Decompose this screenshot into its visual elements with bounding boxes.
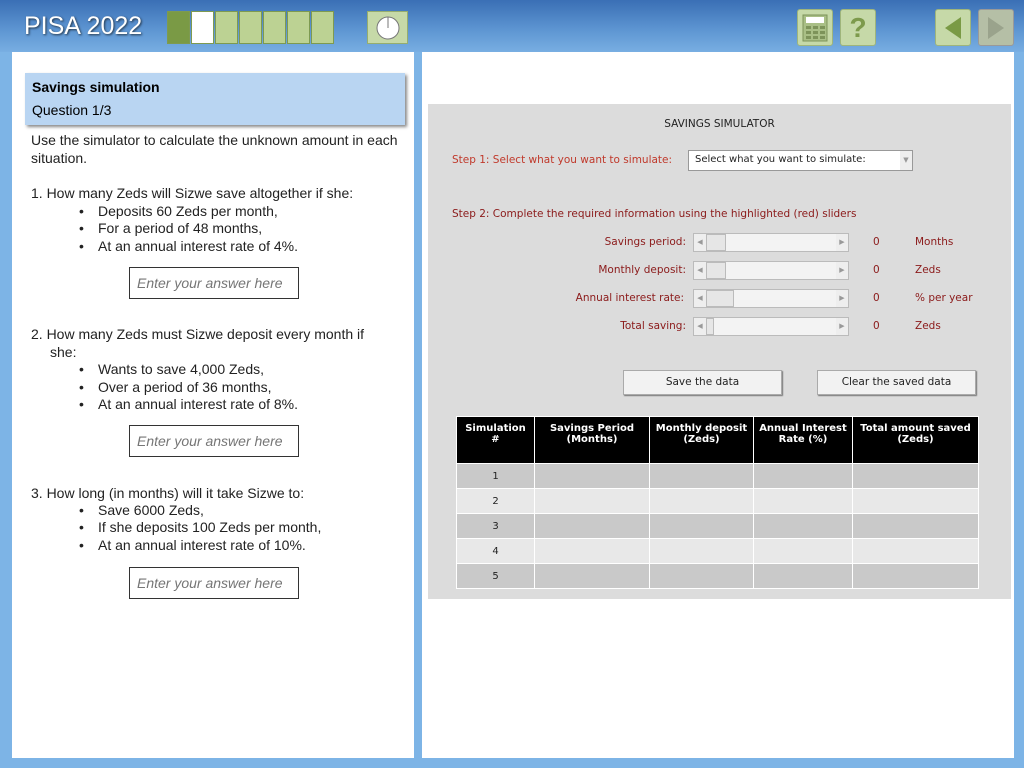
interest-rate-slider[interactable]: ◀ ▶ [693, 289, 849, 308]
step2-label: Step 2: Complete the required information using the highlighted (red) sliders [452, 208, 857, 220]
column-header: Annual Interest Rate (%) [754, 417, 853, 464]
progress-segment [215, 11, 238, 44]
row-number: 2 [457, 489, 535, 514]
column-header: Simulation # [457, 417, 535, 464]
help-icon[interactable]: ? [840, 9, 876, 46]
bullet: • If she deposits 100 Zeds per month, [98, 519, 321, 535]
back-arrow-icon[interactable] [935, 9, 971, 46]
slider-thumb[interactable] [706, 290, 734, 307]
slider-value: 0 [873, 236, 880, 248]
question-title: Savings simulation [32, 79, 160, 95]
slider-thumb[interactable] [706, 234, 726, 251]
table-row [457, 514, 979, 539]
bullet: • For a period of 48 months, [98, 220, 262, 236]
progress-segment [287, 11, 310, 44]
slider-value: 0 [873, 320, 880, 332]
simulation-table [456, 416, 979, 589]
answer-input-1[interactable] [129, 267, 299, 299]
timer-icon[interactable] [367, 11, 408, 44]
intro-text: Use the simulator to calculate the unknown amount in each situation. [31, 132, 398, 166]
monthly-deposit-slider[interactable]: ◀ ▶ [693, 261, 849, 280]
bullet: • At an annual interest rate of 4%. [98, 238, 298, 254]
chevron-down-icon[interactable]: ▼ [900, 151, 912, 170]
row-number: 1 [457, 464, 535, 489]
bullet: • Save 6000 Zeds, [98, 502, 204, 518]
row-number: 4 [457, 539, 535, 564]
slider-unit: Zeds [915, 320, 941, 332]
question-3-text: 3. How long (in months) will it take Sizwe to: [31, 485, 305, 501]
answer-input-3[interactable] [129, 567, 299, 599]
slider-unit: Zeds [915, 264, 941, 276]
slider-label: Monthly deposit: [598, 264, 686, 276]
column-header: Monthly deposit (Zeds) [650, 417, 754, 464]
slider-label: Annual interest rate: [575, 292, 684, 304]
slider-label: Total saving: [620, 320, 686, 332]
column-header: Savings Period (Months) [535, 417, 650, 464]
savings-simulator [428, 104, 1011, 599]
slider-label: Savings period: [604, 236, 686, 248]
progress-segment-current [191, 11, 214, 44]
total-saving-slider[interactable]: ◀ ▶ [693, 317, 849, 336]
progress-segment [167, 11, 190, 44]
step1-label: Step 1: Select what you want to simulate: [452, 154, 673, 166]
save-data-button[interactable]: Save the data [623, 370, 782, 395]
table-row [457, 464, 979, 489]
header-bar [0, 0, 1024, 52]
table-row [457, 489, 979, 514]
answer-input-2[interactable] [129, 425, 299, 457]
progress-segment [263, 11, 286, 44]
calculator-icon[interactable] [797, 9, 833, 46]
row-number: 3 [457, 514, 535, 539]
progress-segment [311, 11, 334, 44]
table-row [457, 564, 979, 589]
simulator-title: SAVINGS SIMULATOR [664, 118, 775, 130]
question-1-text: 1. How many Zeds will Sizwe save altogether if she: [31, 185, 354, 201]
bullet: • Deposits 60 Zeds per month, [98, 203, 278, 219]
question-number: Question 1/3 [32, 102, 112, 118]
simulate-select[interactable] [688, 150, 913, 171]
progress-segment [239, 11, 262, 44]
slider-unit: Months [915, 236, 954, 248]
slider-value: 0 [873, 264, 880, 276]
row-number: 5 [457, 564, 535, 589]
question-2-text: 2. How many Zeds must Sizwe deposit every month if she: [31, 326, 365, 360]
table-row [457, 539, 979, 564]
clear-data-button[interactable]: Clear the saved data [817, 370, 976, 395]
slider-thumb[interactable] [706, 318, 714, 335]
bullet: • At an annual interest rate of 10%. [98, 537, 306, 553]
column-header: Total amount saved (Zeds) [853, 417, 979, 464]
question-header [25, 73, 405, 125]
table-header-row [457, 417, 979, 464]
savings-period-slider[interactable]: ◀ ▶ [693, 233, 849, 252]
slider-thumb[interactable] [706, 262, 726, 279]
bullet: • At an annual interest rate of 8%. [98, 396, 298, 412]
bullet: • Over a period of 36 months, [98, 379, 272, 395]
slider-value: 0 [873, 292, 880, 304]
bullet: • Wants to save 4,000 Zeds, [98, 361, 264, 377]
pisa-logo: PISA 2022 [24, 12, 143, 40]
select-value: Select what you want to simulate: [695, 154, 866, 165]
slider-unit: % per year [915, 292, 973, 304]
next-arrow-icon[interactable] [978, 9, 1014, 46]
